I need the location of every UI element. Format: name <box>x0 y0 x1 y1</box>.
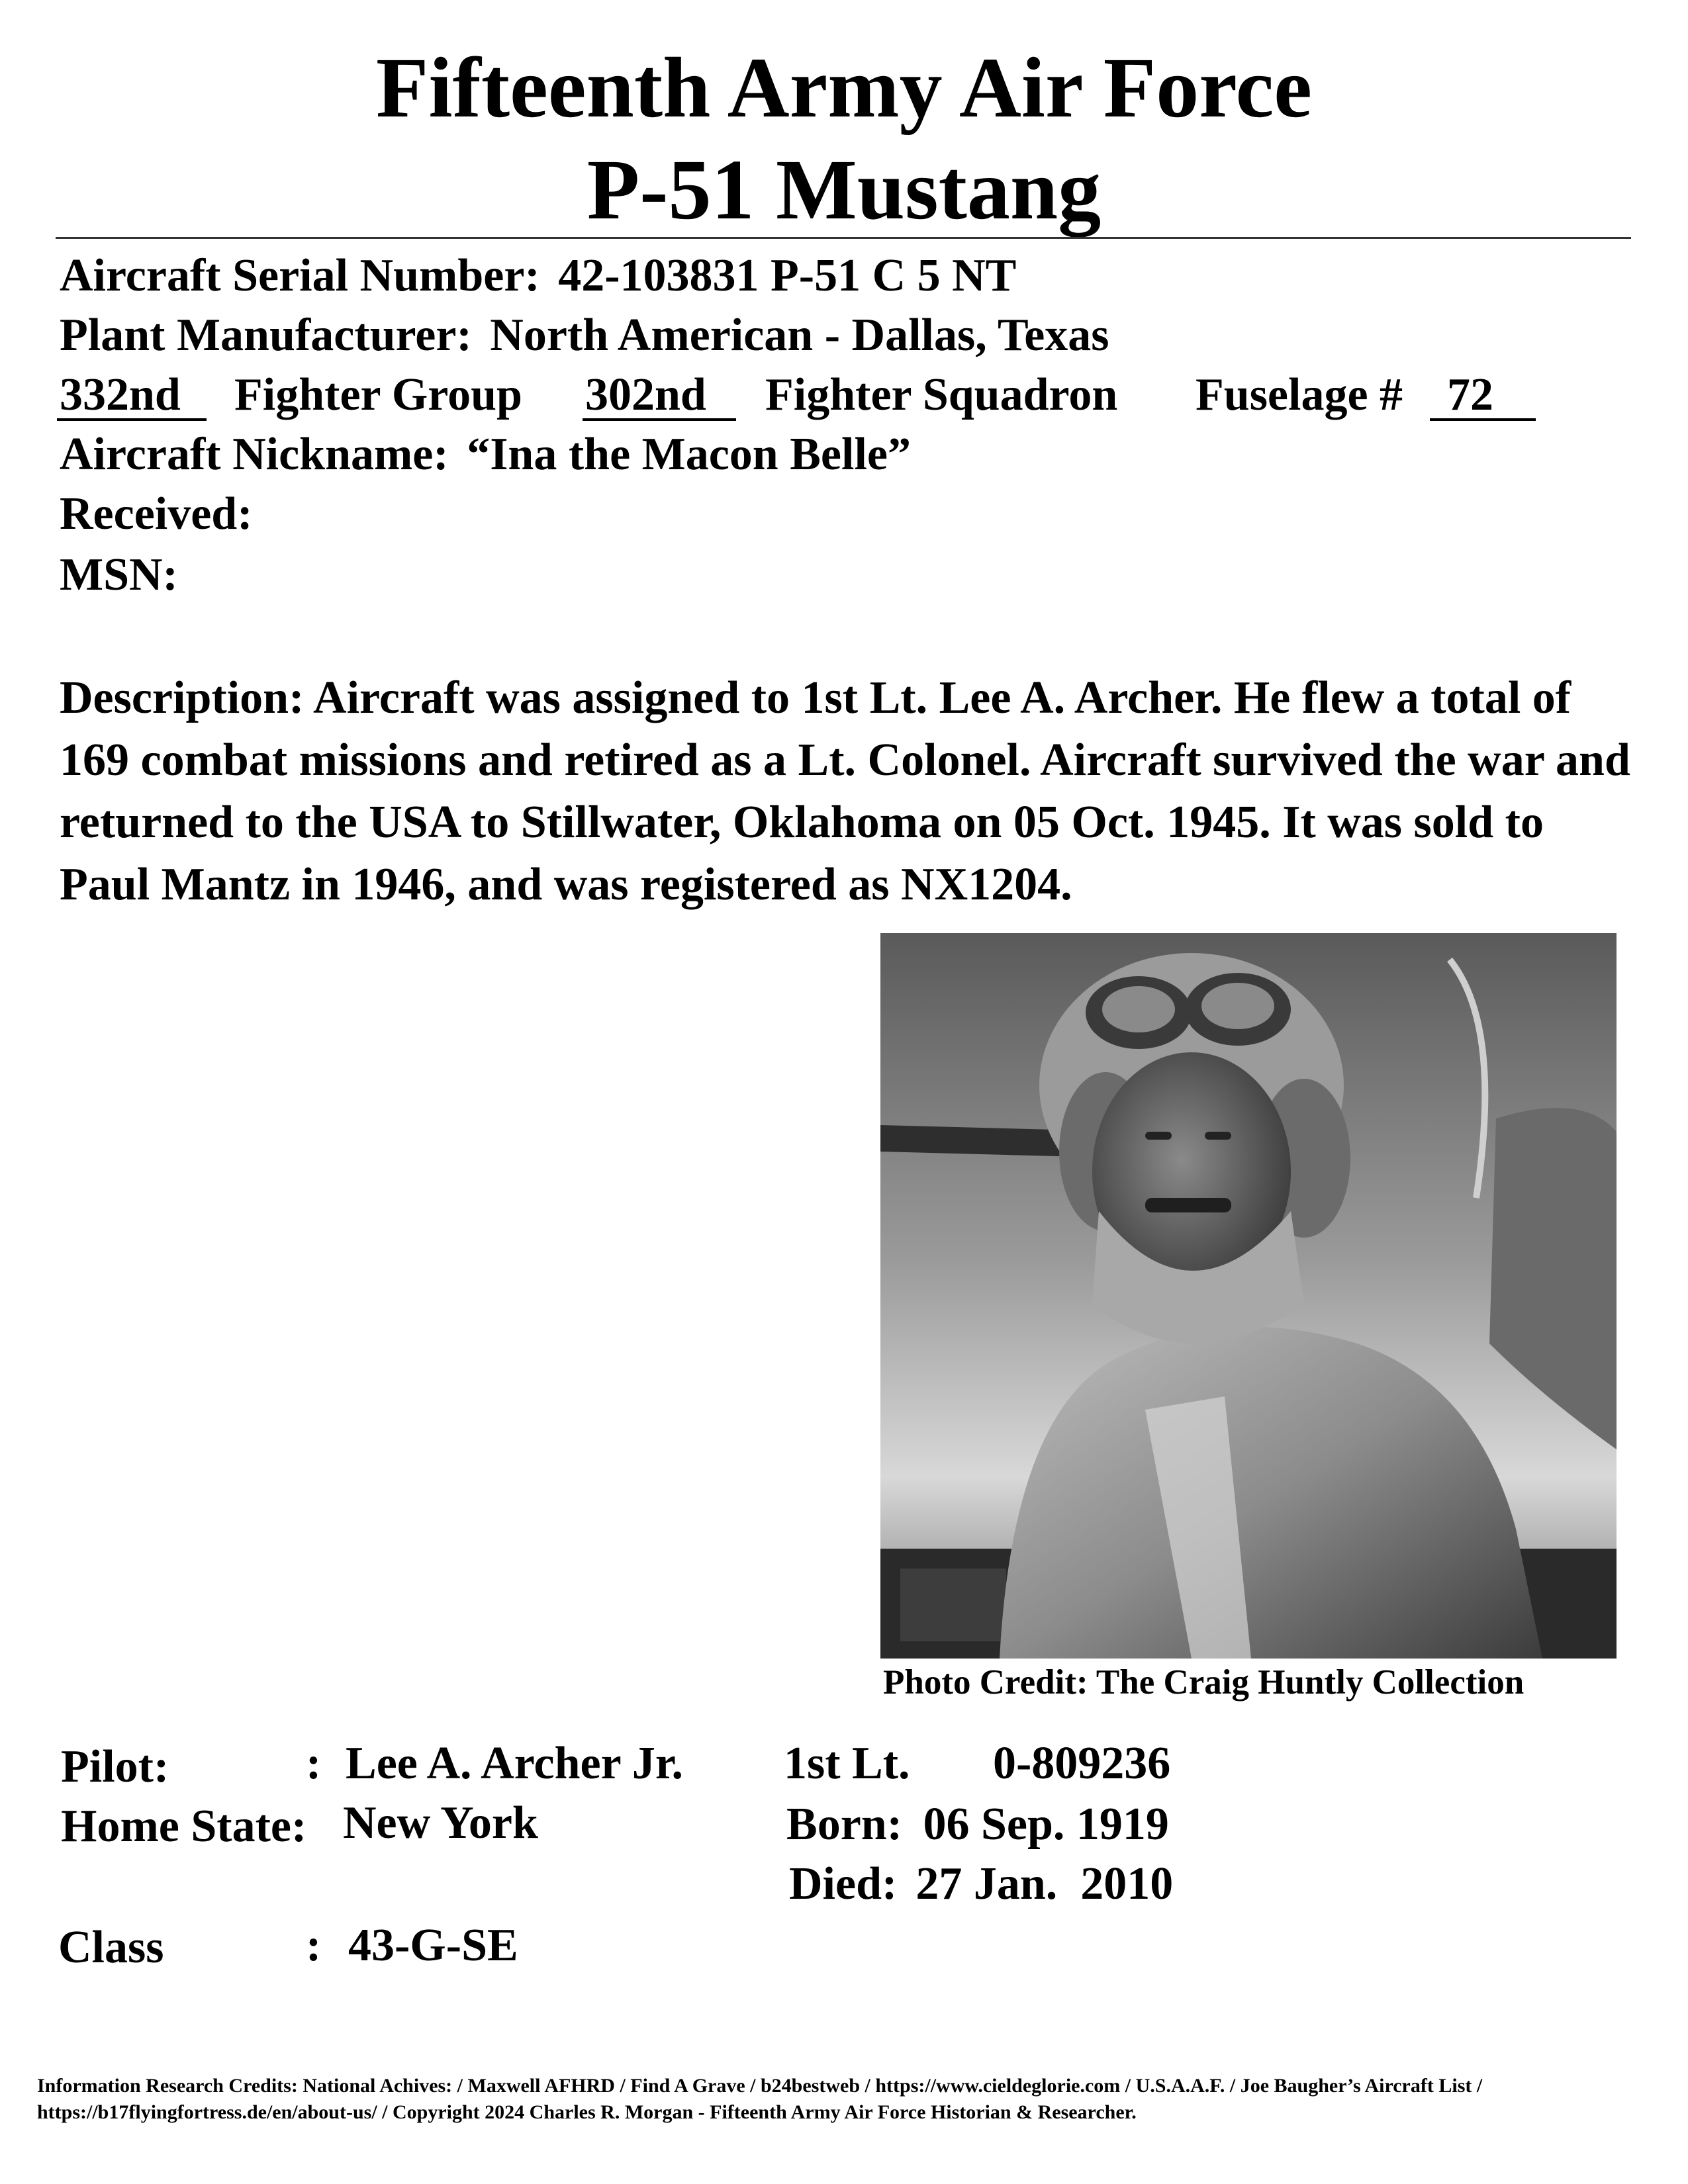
group-value <box>60 369 181 420</box>
died-row <box>789 1858 1174 1909</box>
footer-credits-line2: https://b17flyingfortress.de/en/about-us/ / Copyright 2024 Charles R. Morgan - Fifteenth Army Air Force Historian & Researcher. <box>37 2101 1137 2123</box>
pilot-colon: : <box>306 1738 322 1789</box>
pilot-photo-image <box>880 933 1617 1659</box>
nickname-label: Aircraft Nickname: <box>60 429 449 480</box>
home-state-label: Home State: <box>61 1801 307 1852</box>
born-row <box>786 1801 1169 1848</box>
fuselage-underline <box>1430 418 1536 421</box>
class-colon: : <box>306 1920 322 1971</box>
pilot-name: Lee A. Archer Jr. <box>346 1738 684 1789</box>
description-label: Description: <box>60 672 305 723</box>
pilot-rank: 1st Lt. <box>784 1738 910 1789</box>
home-state-value: New York <box>343 1797 538 1848</box>
photo-credit: Photo Credit: The Craig Huntly Collection <box>883 1663 1524 1702</box>
group-number: 332nd <box>60 369 181 420</box>
nickname-value: “Ina the Macon Belle” <box>467 429 911 480</box>
fuselage-value: 72 <box>1447 369 1493 420</box>
plant-row <box>60 312 1109 359</box>
squadron-value: 302nd <box>585 369 706 420</box>
pilot-photo <box>880 933 1617 1659</box>
pilot-label: Pilot: <box>61 1741 169 1792</box>
serial-value: 42-103831 P-51 C 5 NT <box>558 250 1017 301</box>
msn-label: MSN: <box>60 549 178 600</box>
page-subtitle: P-51 Mustang <box>586 142 1102 238</box>
born-value: 06 Sep. 1919 <box>923 1799 1169 1850</box>
died-value: 27 Jan. 2010 <box>915 1858 1174 1909</box>
plant-value: North American - Dallas, Texas <box>490 310 1109 361</box>
header-divider <box>56 237 1631 239</box>
received-label: Received: <box>60 488 253 539</box>
description-text: Aircraft was assigned to 1st Lt. Lee A. Archer. He flew a total of 169 combat missions and retired as a Lt. Colonel. Aircraft survived the war and returned to the USA to Stillwater, Oklahoma on 05 Oct. 1945. It was sold to Paul Mantz in 1946, and was registered as NX1204. <box>60 672 1630 910</box>
born-label: Born: <box>786 1799 902 1850</box>
group-underline <box>57 418 207 421</box>
serial-label: Aircraft Serial Number: <box>60 250 540 301</box>
squadron-label: Fighter Squadron <box>765 369 1118 420</box>
description-block <box>60 667 1635 916</box>
group-label: Fighter Group <box>234 369 522 420</box>
class-value: 43-G-SE <box>348 1920 518 1971</box>
plant-label: Plant Manufacturer: <box>60 310 472 361</box>
serial-row <box>60 250 1017 301</box>
class-label: Class <box>58 1922 164 1973</box>
pilot-service-number: 0-809236 <box>993 1738 1171 1789</box>
page-title: Fifteenth Army Air Force <box>376 40 1312 136</box>
squadron-underline <box>583 418 736 421</box>
footer-credits-line1: Information Research Credits: National Achives: / Maxwell AFHRD / Find A Grave / b24bestweb / https://www.cieldeglorie.com / U.S.A.A.F. / Joe Baugher’s Aircraft List / <box>37 2075 1483 2097</box>
died-label: Died: <box>789 1858 898 1909</box>
nickname-row <box>60 429 911 480</box>
fuselage-label: Fuselage # <box>1196 369 1403 420</box>
